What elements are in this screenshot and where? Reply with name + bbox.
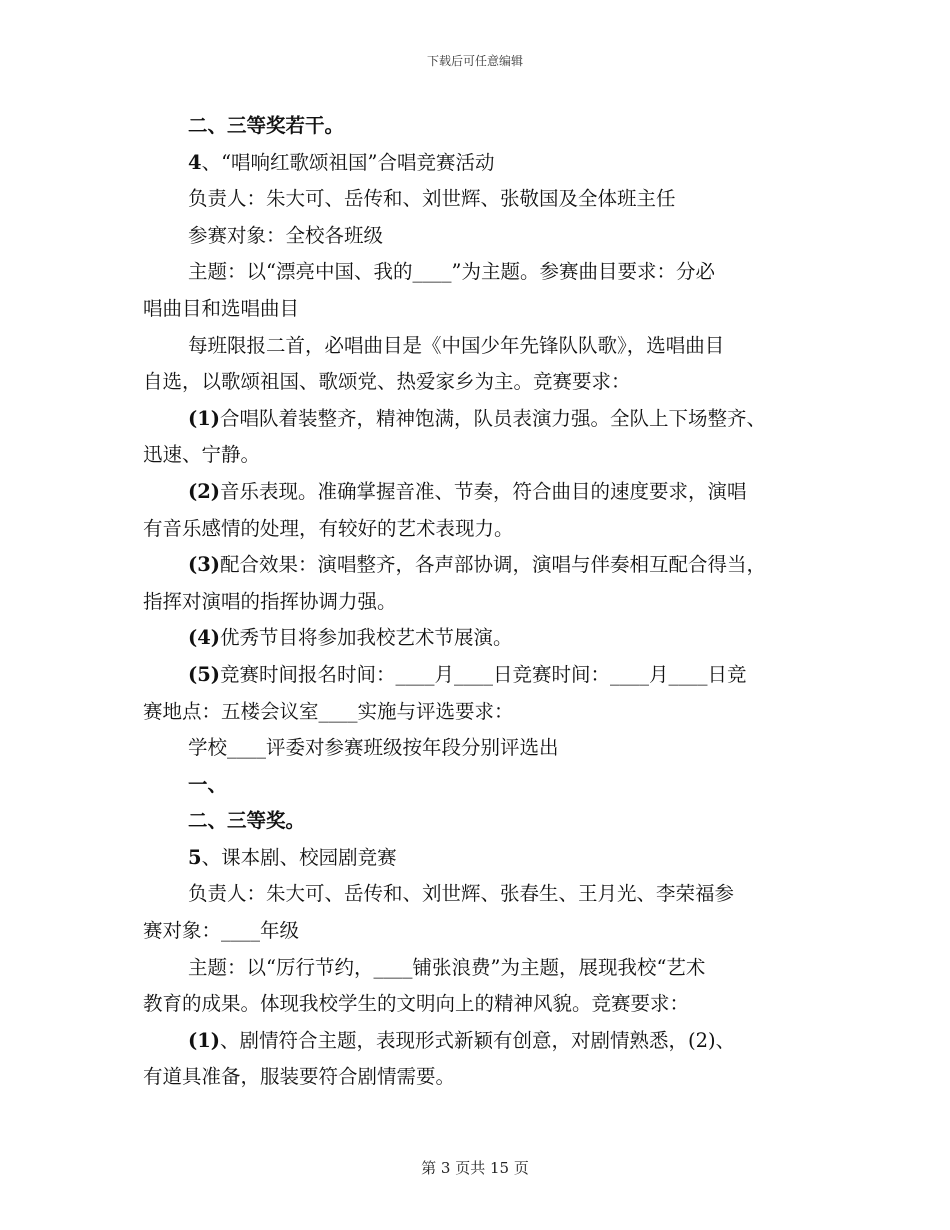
text-line (143, 657, 833, 694)
text-line (143, 547, 833, 584)
line-text: 负责人：朱大可、岳传和、刘世辉、张春生、王月光、李荣福参 (188, 882, 735, 906)
line-text: 、剧情符合主题，表现形式新颖有创意，对剧情熟悉，(2)、 (220, 1028, 736, 1052)
text-line (143, 511, 833, 548)
line-text: 赛对象：____年级 (143, 919, 300, 943)
text-line (143, 913, 833, 950)
page-footer: 第 3 页共 15 页 (421, 1159, 529, 1177)
page-header: 下载后可任意编辑 (426, 54, 523, 68)
item-number: 5 (188, 845, 202, 869)
item-number: 4 (188, 150, 202, 174)
line-text: 配合效果：演唱整齐，各声部协调，演唱与伴奏相互配合得当， (220, 553, 767, 577)
text-line (143, 694, 833, 731)
text-line (143, 876, 833, 913)
text-line (143, 840, 833, 877)
line-text: 主题：以“漂亮中国、我的____”为主题。参赛曲目要求：分必 (188, 260, 715, 284)
text-line (143, 986, 833, 1023)
line-text: 唱曲目和选唱曲目 (143, 296, 300, 320)
text-line (143, 291, 833, 328)
line-text: 二、三等奖。 (188, 809, 306, 833)
item-number: (3) (188, 553, 221, 577)
line-text: 负责人：朱大可、岳传和、刘世辉、张敬国及全体班主任 (188, 187, 676, 211)
text-line (143, 1023, 833, 1060)
line-text: 参赛对象：全校各班级 (188, 223, 384, 247)
text-line (143, 145, 833, 182)
item-number: (2) (188, 479, 221, 503)
item-number: (1) (188, 406, 221, 430)
line-text: 教育的成果。体现我校学生的文明向上的精神风貌。竞赛要求： (143, 992, 690, 1016)
document-body (143, 108, 833, 1096)
text-line (143, 254, 833, 291)
text-line (143, 950, 833, 987)
text-line (143, 620, 833, 657)
text-line (143, 474, 833, 511)
line-text: 学校____评委对参赛班级按年段分别评选出 (188, 736, 559, 760)
line-text: 有道具准备，服装要符合剧情需要。 (143, 1065, 456, 1089)
text-line (143, 437, 833, 474)
line-text: 合唱队着装整齐，精神饱满，队员表演力强。全队上下场整齐、 (220, 406, 767, 430)
text-line (143, 584, 833, 621)
line-text: 迅速、宁静。 (143, 443, 261, 467)
text-line (143, 108, 833, 145)
line-text: 指挥对演唱的指挥协调力强。 (143, 589, 397, 613)
text-line (143, 401, 833, 438)
line-text: 自选，以歌颂祖国、歌颂党、热爱家乡为主。竞赛要求： (143, 370, 631, 394)
text-line (143, 767, 833, 804)
line-text: 有音乐感情的处理，有较好的艺术表现力。 (143, 516, 514, 540)
line-text: 、课本剧、校园剧竞赛 (201, 845, 397, 869)
text-line (143, 364, 833, 401)
text-line (143, 1059, 833, 1096)
line-text: 赛地点：五楼会议室____实施与评选要求： (143, 699, 514, 723)
line-text: 一、 (188, 772, 228, 796)
line-text: 优秀节目将参加我校艺术节展演。 (220, 626, 513, 650)
line-text: 二、三等奖若干。 (188, 114, 345, 137)
line-text: 竞赛时间报名时间：____月____日竞赛时间：____月____日竞 (220, 662, 747, 686)
text-line (143, 803, 833, 840)
text-line (143, 218, 833, 255)
line-text: 、“唱响红歌颂祖国”合唱竞赛活动 (201, 150, 495, 174)
item-number: (1) (188, 1028, 221, 1052)
line-text: 每班限报二首，必唱曲目是《中国少年先锋队队歌》，选唱曲目 (188, 333, 725, 357)
item-number: (4) (188, 626, 221, 650)
text-line (143, 181, 833, 218)
line-text: 主题：以“厉行节约，____铺张浪费”为主题，展现我校“艺术 (188, 955, 706, 979)
item-number: (5) (188, 662, 221, 686)
text-line (143, 328, 833, 365)
text-line (143, 730, 833, 767)
line-text: 音乐表现。准确掌握音准、节奏，符合曲目的速度要求，演唱 (220, 479, 747, 503)
